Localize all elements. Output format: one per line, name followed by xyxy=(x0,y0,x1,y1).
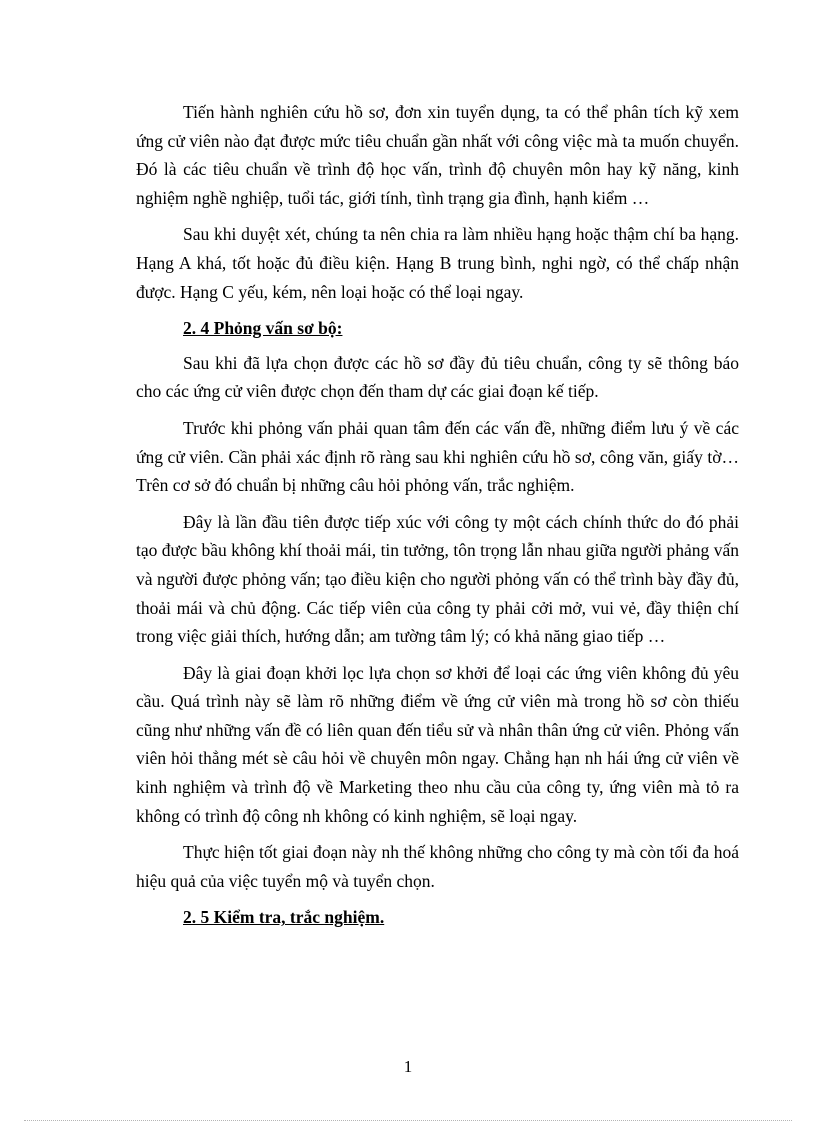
page-bottom-divider xyxy=(24,1120,792,1121)
document-body xyxy=(136,98,739,938)
paragraph: Đây là lần đầu tiên được tiếp xúc với công ty một cách chính thức do đó phải tạo được bầu không khí thoải mái, tin tưởng, tôn trọng lẫn nhau giữa người phảng vấn và người được phỏng vấn; tạo điều kiện cho người phỏng vấn có thể trình bày đầy đủ, thoải mái và chủ động. Các tiếp viên của công ty phải cởi mở, vui vẻ, đầy thiện chí trong việc giải thích, hướng dẫn; am tường tâm lý; có khả năng giao tiếp … xyxy=(136,511,739,647)
section-heading xyxy=(136,314,739,343)
section-heading-text: 2. 5 Kiểm tra, trắc nghiệm. xyxy=(183,907,385,928)
paragraph: Sau khi duyệt xét, chúng ta nên chia ra làm nhiều hạng hoặc thậm chí ba hạng. Hạng A khá, tốt hoặc đủ điều kiện. Hạng B trung bình, nghi ngờ, có thể chấp nhận được. Hạng C yếu, kém, nên loại hoặc có thể loại ngay. xyxy=(136,224,739,302)
paragraph: Tiến hành nghiên cứu hồ sơ, đơn xin tuyển dụng, ta có thể phân tích kỹ xem ứng cử viên nào đạt được mức tiêu chuẩn gần nhất với công việc mà ta muốn chuyển. Đó là các tiêu chuẩn về trình độ học vấn, trình độ chuyên môn hay kỹ năng, kinh nghiệm nghề nghiệp, tuổi tác, giới tính, tình trạng gia đình, hạnh kiểm … xyxy=(136,102,739,208)
section-heading-text: 2. 4 Phỏng vấn sơ bộ: xyxy=(183,318,343,339)
paragraph: Đây là giai đoạn khởi lọc lựa chọn sơ khởi để loại các ứng viên không đủ yêu cầu. Quá trình này sẽ làm rõ những điểm về ứng cử viên mà trong hồ sơ còn thiếu cũng như những vấn đề có liên quan đến tiểu sử và nhân thân ứng cử viên. Phỏng vấn viên hỏi thẳng mét sè câu hỏi về chuyên môn ngay. Chẳng hạn nh hái ứng cử viên về kinh nghiệm và trình độ về Marketing theo nhu cầu của công ty, ứng viên mà tỏ ra không có trình độ công nh không có kinh nghiệm, sẽ loại ngay. xyxy=(136,662,739,826)
page-number: 1 xyxy=(403,1057,413,1076)
paragraph: Thực hiện tốt giai đoạn này nh thế không những cho công ty mà còn tối đa hoá hiệu quả của việc tuyển mộ và tuyển chọn. xyxy=(136,842,739,891)
section-heading xyxy=(136,903,739,932)
paragraph: Trước khi phỏng vấn phải quan tâm đến các vấn đề, những điểm lưu ý về các ứng cử viên. Cần phải xác định rõ ràng sau khi nghiên cứu hồ sơ, công văn, giấy tờ… Trên cơ sở đó chuẩn bị những câu hỏi phỏng vấn, trắc nghiệm. xyxy=(136,417,739,496)
paragraph: Sau khi đã lựa chọn được các hồ sơ đầy đủ tiêu chuẩn, công ty sẽ thông báo cho các ứng cử viên được chọn đến tham dự các giai đoạn kế tiếp. xyxy=(136,352,739,402)
